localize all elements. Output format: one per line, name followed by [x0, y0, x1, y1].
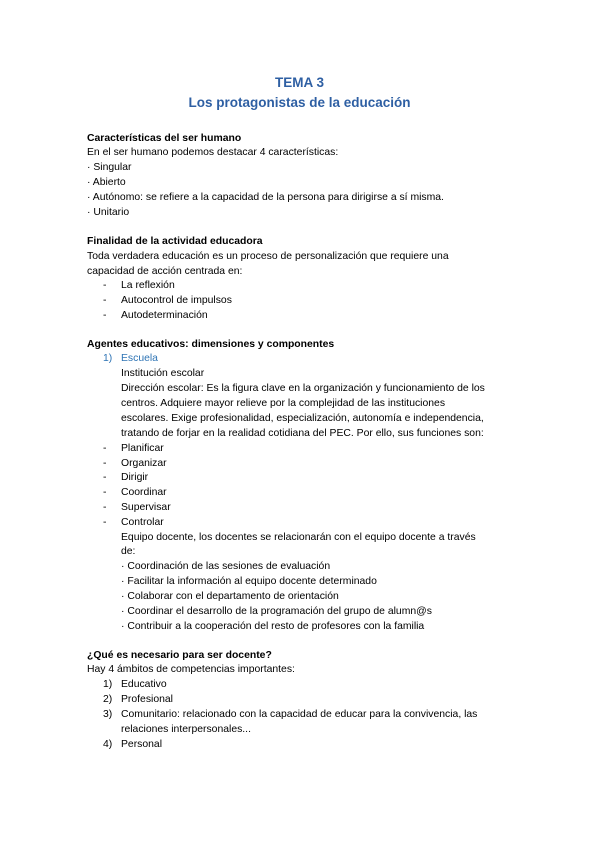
paragraph: Toda verdadera educación es un proceso de personalización que requiere una	[87, 251, 449, 262]
paragraph: tratando de forjar en la realidad cotidiana del PEC. Por ello, sus funciones son:	[121, 428, 484, 439]
dash-bullet: -	[103, 502, 107, 513]
list-item: · Contribuir a la cooperación del resto de profesores con la familia	[121, 621, 425, 632]
list-item: · Autónomo: se refiere a la capacidad de la persona para dirigirse a sí misma.	[87, 192, 444, 203]
paragraph: Hay 4 ámbitos de competencias importantes:	[87, 664, 295, 675]
dash-bullet: -	[103, 517, 107, 528]
doc-subtitle: Los protagonistas de la educación	[188, 95, 411, 110]
list-item: Dirigir	[121, 472, 149, 483]
heading-docente: ¿Qué es necesario para ser docente?	[87, 650, 272, 661]
list-number: 1)	[103, 679, 113, 690]
list-item-continuation: relaciones interpersonales...	[121, 724, 251, 735]
list-item: · Coordinar el desarrollo de la programación del grupo de alumn@s	[121, 606, 432, 617]
list-number: 1)	[103, 353, 113, 364]
list-item: · Facilitar la información al equipo docente determinado	[121, 576, 377, 587]
paragraph: centros. Adquiere mayor relieve por la complejidad de las instituciones	[121, 398, 446, 409]
paragraph: En el ser humano podemos destacar 4 características:	[87, 147, 339, 158]
list-item: Planificar	[121, 443, 164, 454]
dash-bullet: -	[103, 472, 107, 483]
dash-bullet: -	[103, 295, 107, 306]
dash-bullet: -	[103, 280, 107, 291]
paragraph: capacidad de acción centrada en:	[87, 266, 243, 277]
heading-finalidad: Finalidad de la actividad educadora	[87, 236, 263, 247]
list-item: Controlar	[121, 517, 164, 528]
list-number: 2)	[103, 694, 113, 705]
list-item: · Coordinación de las sesiones de evaluación	[121, 561, 331, 572]
dash-bullet: -	[103, 487, 107, 498]
list-item: Supervisar	[121, 502, 171, 513]
paragraph: Institución escolar	[121, 368, 205, 379]
list-item: Personal	[121, 739, 163, 750]
list-item: Organizar	[121, 458, 167, 469]
list-item: · Unitario	[87, 207, 130, 218]
heading-agentes: Agentes educativos: dimensiones y componentes	[87, 339, 335, 350]
paragraph: escolares. Exige profesionalidad, especialización, autonomía e independencia,	[121, 413, 484, 424]
doc-title: TEMA 3	[274, 75, 324, 90]
list-item: Comunitario: relacionado con la capacidad de educar para la convivencia, las	[121, 709, 478, 720]
paragraph: de:	[121, 546, 136, 557]
list-item: La reflexión	[121, 280, 175, 291]
list-item: Profesional	[121, 694, 173, 705]
dash-bullet: -	[103, 443, 107, 454]
list-item: Autocontrol de impulsos	[121, 295, 232, 306]
list-item: Autodeterminación	[121, 310, 208, 321]
list-item: Educativo	[121, 679, 167, 690]
list-number: 3)	[103, 709, 113, 720]
paragraph: Equipo docente, los docentes se relacionarán con el equipo docente a través	[121, 532, 476, 543]
list-item: · Abierto	[87, 177, 126, 188]
subheading-escuela: Escuela	[121, 353, 158, 364]
dash-bullet: -	[103, 310, 107, 321]
list-item: Coordinar	[121, 487, 167, 498]
heading-caracteristicas: Características del ser humano	[87, 133, 242, 144]
dash-bullet: -	[103, 458, 107, 469]
list-item: · Singular	[87, 162, 132, 173]
list-item: · Colaborar con el departamento de orientación	[121, 591, 339, 602]
paragraph: Dirección escolar: Es la figura clave en la organización y funcionamiento de los	[121, 383, 485, 394]
list-number: 4)	[103, 739, 113, 750]
